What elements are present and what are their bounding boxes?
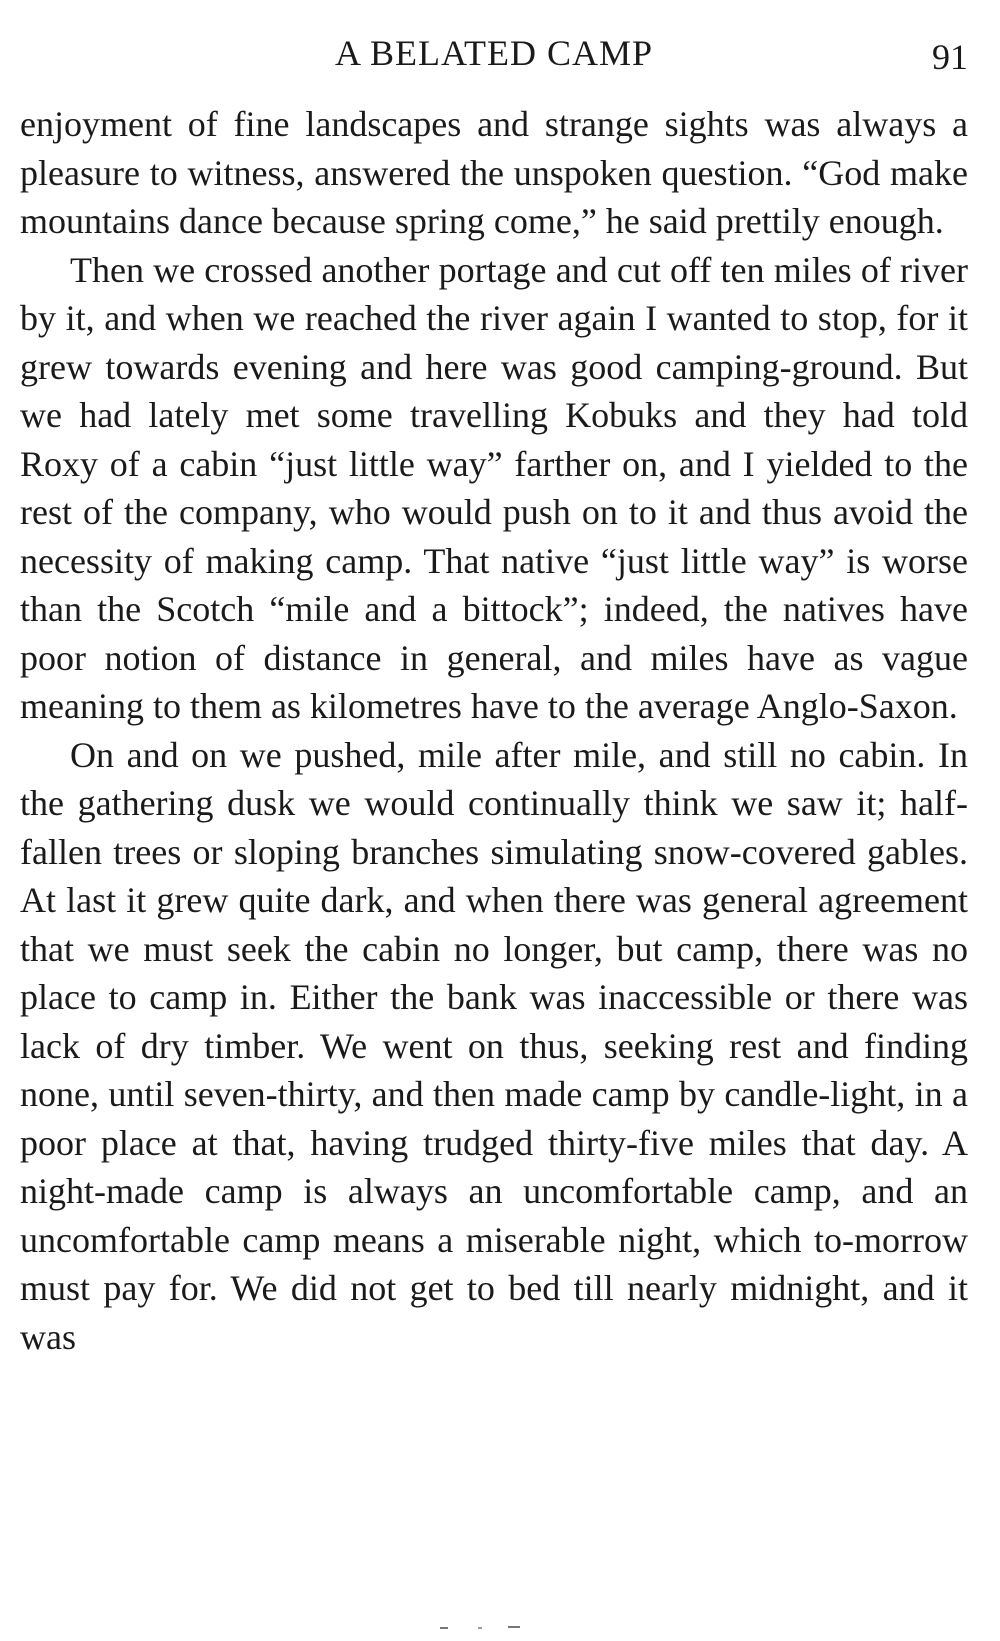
paragraph-portage: Then we crossed another portage and cut off ten miles of river by it, and when we reached the river again I wanted to stop, for it grew towards evening and here was good camping-ground. But we had lately met some travelling Kobuks and they had told Roxy of a cabin “just little way” farther on, and I yielded to the rest of the company, who would push on to it and thus avoid the necessity of making camp. That native “just little way” is worse than the Scotch “mile and a bittock”; indeed, the natives have poor notion of distance in general, and miles have as vague meaning to them as kilometres have to the average Anglo-Saxon. — [20, 249, 968, 726]
page-number: 91 — [932, 37, 968, 77]
running-title: A BELATED CAMP — [334, 33, 654, 73]
body-text — [20, 100, 968, 1361]
paragraph-night-camp: On and on we pushed, mile after mile, and still no cabin. In the gathering dusk we would continually think we saw it; half-fallen trees or sloping branches simulating snow-covered gables. At last it grew quite dark, and when there was general agreement that we must seek the cabin no longer, but camp, there was no place to camp in. Either the bank was inaccessible or there was lack of dry timber. We went on thus, seeking rest and finding none, until seven-thirty, and then made camp by candle-light, in a poor place at that, having trudged thirty-five miles that day. A night-made camp is always an uncomfortable camp, and an uncomfortable camp means a miserable night, which to-morrow must pay for. We did not get to bed till nearly midnight, and it was — [20, 734, 968, 1357]
paragraph-continued: enjoyment of fine landscapes and strange sights was always a pleasure to witness, answered the unspoken question. “God make mountains dance because spring come,” he said prettily enough. — [20, 104, 968, 241]
running-head — [20, 28, 968, 78]
print-specks — [430, 1625, 550, 1631]
